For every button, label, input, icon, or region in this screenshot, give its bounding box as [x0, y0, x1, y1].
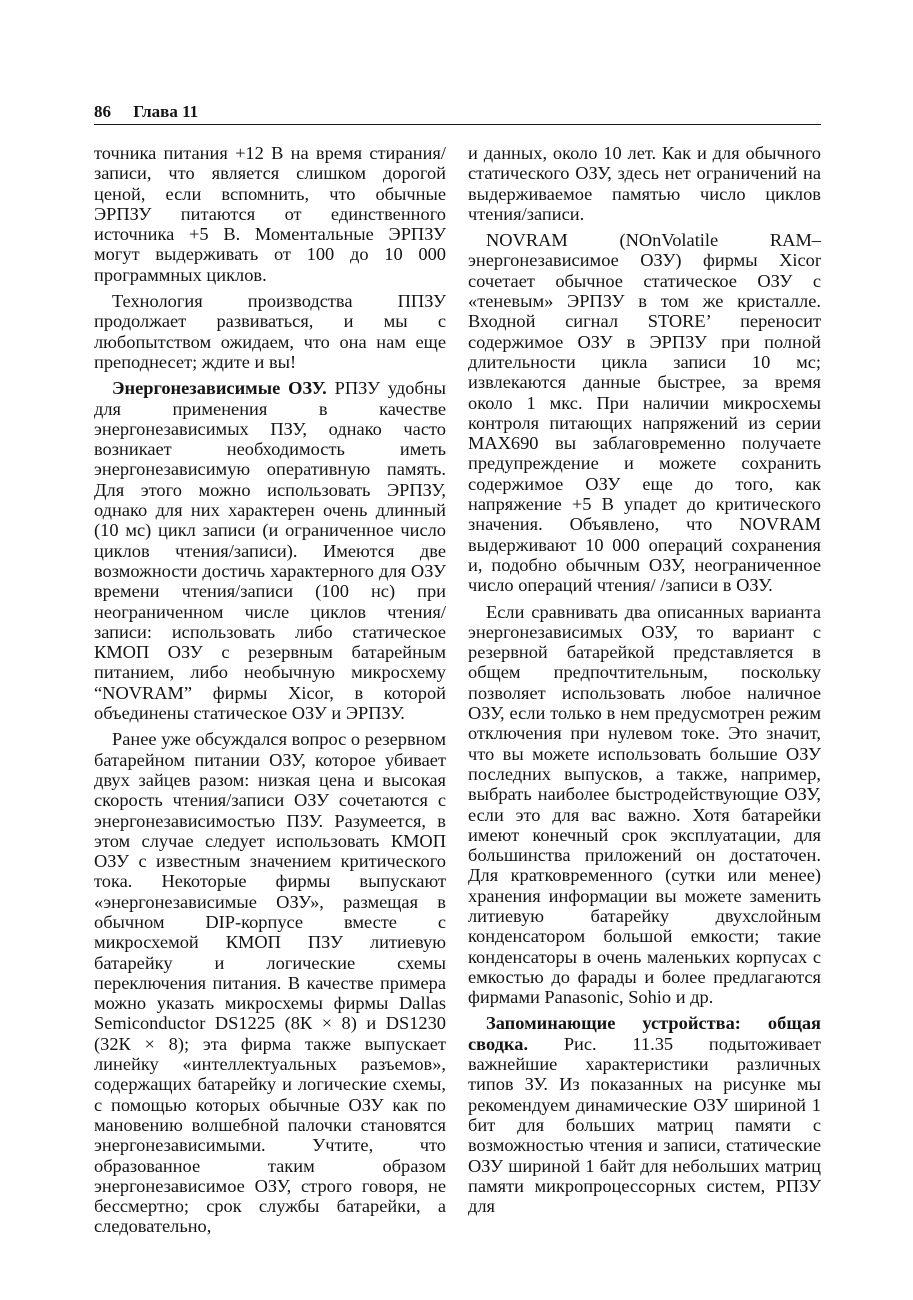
section-heading: Запоминающие устройства: общая сводка.: [468, 1013, 821, 1054]
left-column: [94, 143, 446, 1243]
paragraph: NOVRAM (NOnVolatile RAM–энергонезависимое ОЗУ) фирмы Xicor сочетает обычное статическое ОЗУ с «теневым» ЭРПЗУ в том же кристалле. Входной сигнал STORE’ переносит содержимое ОЗУ в ЭРПЗУ при полной длительности цикла записи 10 мс; извлекаются данные быстрее, за время около 1 мкс. При наличии микросхемы контроля питающих напряжений из серии MAX690 вы заблаговременно получаете предупреждение и можете сохранить содержимое ОЗУ еще до того, как напряжение +5 В упадет до критического значения. Объявлено, что NOVRAM выдерживают 10 000 операций сохранения и, подобно обычным ОЗУ, неограниченное число операций чтения/ /записи в ОЗУ.: [468, 230, 821, 596]
page-number: 86: [94, 102, 111, 121]
page-header: [94, 102, 821, 125]
paragraph: точника питания +12 В на время стирания/записи, что является слишком дорогой ценой, если вспомнить, что обычные ЭРПЗУ питаются от единственного источника +5 В. Моментальные ЭРПЗУ могут выдерживать от 100 до 10 000 программных циклов.: [94, 143, 446, 285]
paragraph: Ранее уже обсуждался вопрос о резервном батарейном питании ОЗУ, которое убивает двух зайцев разом: низкая цена и высокая скорость чтения/записи ОЗУ сочетаются с энергонезависимостью ПЗУ. Разумеется, в этом случае следует использовать КМОП ОЗУ с известным значением критического тока. Некоторые фирмы выпускают «энергонезависимые ОЗУ», размещая в обычном DIP-корпусе вместе с микросхемой КМОП ПЗУ литиевую батарейку и логические схемы переключения питания. В качестве примера можно указать микросхемы фирмы Dallas Semiconductor DS1225 (8К × 8) и DS1230 (32К × 8); эта фирма также выпускает линейку «интеллектуальных разъемов», содержащих батарейку и логические схемы, с помощью которых обычные ОЗУ как по мановению волшебной палочки становятся энергонезависимыми. Учтите, что образованное таким образом энергонезависимое ОЗУ, строго говоря, не бессмертно; срок службы батарейки, а следовательно,: [94, 729, 446, 1237]
chapter-title: Глава 11: [133, 102, 199, 121]
section-heading: Энергонезависимые ОЗУ.: [112, 378, 327, 399]
right-column: [468, 143, 821, 1222]
paragraph: и данных, около 10 лет. Как и для обычного статического ОЗУ, здесь нет ограничений на выдерживаемое памятью число циклов чтения/записи.: [468, 143, 821, 224]
paragraph: Если сравнивать два описанных варианта энергонезависимых ОЗУ, то вариант с резервной батарейкой представляется в общем предпочтительным, поскольку позволяет использовать любое наличное ОЗУ, если только в нем предусмотрен режим отключения при нулевом токе. Это значит, что вы можете использовать большие ОЗУ последних выпусков, а также, например, выбрать наиболее быстродействующие ОЗУ, если это для вас важно. Хотя батарейки имеют конечный срок эксплуатации, для большинства приложений он достаточен. Для кратковременного (сутки или менее) хранения информации вы можете заменить литиевую батарейку двухслойным конденсатором большой емкости; такие конденсаторы в очень маленьких корпусах с емкостью до фарады и более предлагаются фирмами Panasonic, Sohio и др.: [468, 601, 821, 1008]
paragraph-text: Рис. 11.35 подытоживает важнейшие характеристики различных типов ЗУ. Из показанных на рисунке мы рекомендуем динамические ОЗУ шириной 1 бит для больших матриц памяти с возможностью чтения и записи, статические ОЗУ шириной 1 байт для небольших матриц памяти микропроцессорных систем, РПЗУ для: [468, 1033, 821, 1217]
paragraph: [94, 378, 446, 723]
paragraph-text: РПЗУ удобны для применения в качестве энергонезависимых ПЗУ, однако часто возникает необходимость иметь энергонезависимую оперативную память. Для этого можно использовать ЭРПЗУ, однако для них характерен очень длинный (10 мс) цикл записи (и ограниченное число циклов чтения/записи). Имеются две возможности достичь характерного для ОЗУ времени чтения/записи (100 нс) при неограниченном числе циклов чтения/записи: использовать либо статическое КМОП ОЗУ с резервным батарейным питанием, либо необычную микросхему “NOVRAM” фирмы Xicor, в которой объединены статическое ОЗУ и ЭРПЗУ.: [94, 378, 446, 724]
paragraph: [468, 1013, 821, 1216]
paragraph: Технология производства ППЗУ продолжает развиваться, и мы с любопытством ожидаем, что она нам еще преподнесет; ждите и вы!: [94, 291, 446, 372]
